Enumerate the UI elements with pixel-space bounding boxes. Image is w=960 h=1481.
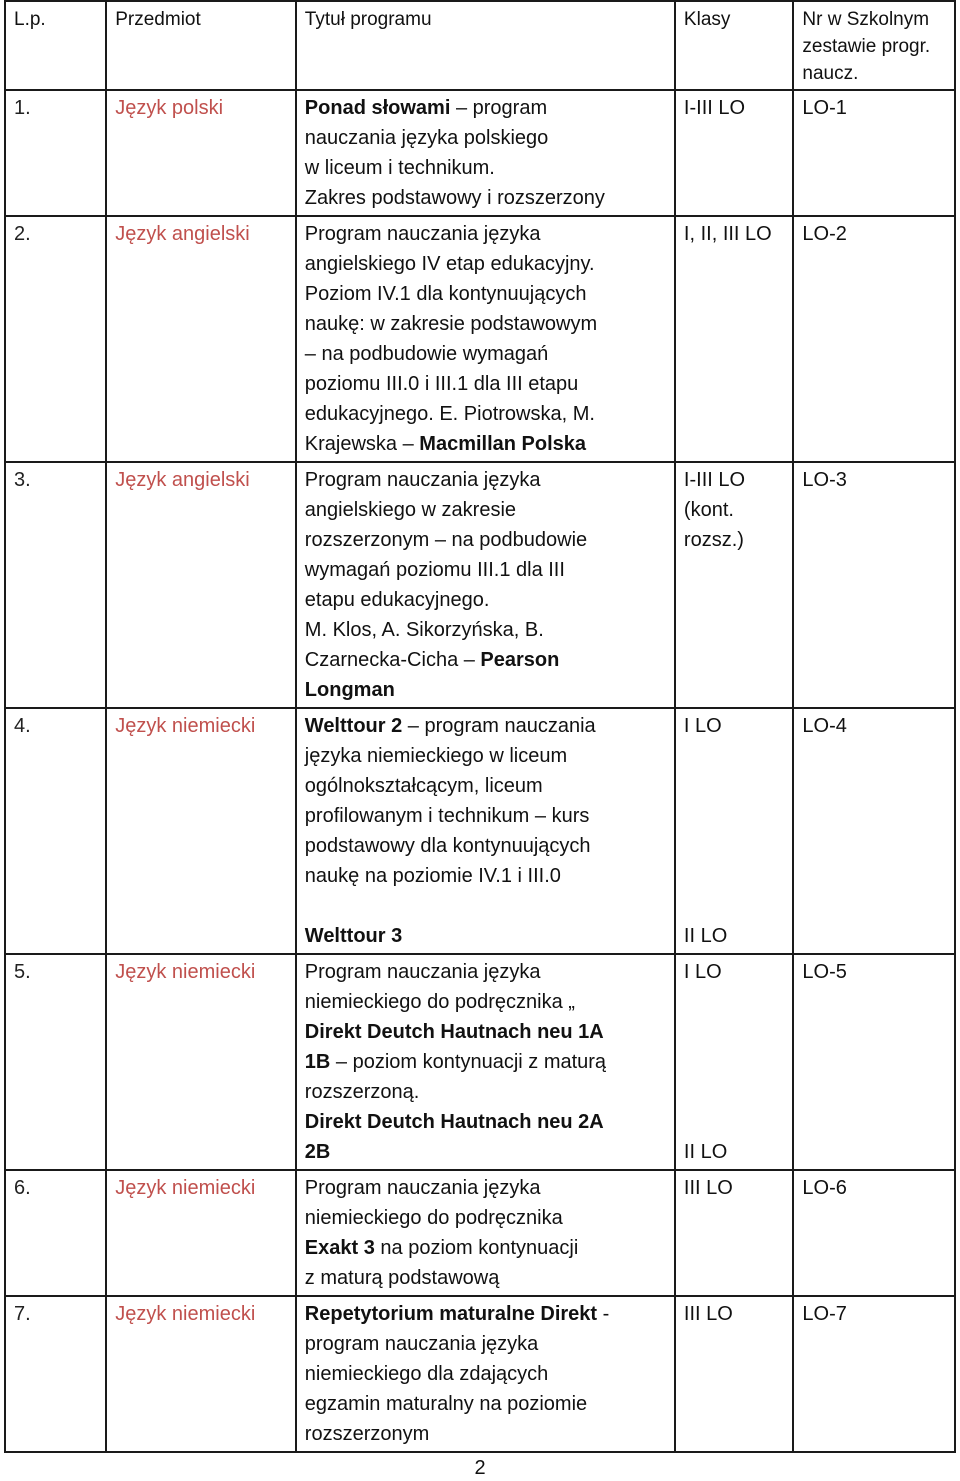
row-classes: [675, 708, 793, 954]
title-segment: – poziom kontynuacji z maturą: [330, 1051, 607, 1073]
row-subject: Język niemiecki: [106, 954, 296, 1170]
title-segment: nauczania języka polskiego: [304, 127, 549, 149]
row-classes: [675, 1296, 793, 1452]
classes-line: [684, 831, 786, 861]
title-segment: ogólnokształcącym, liceum: [304, 775, 543, 797]
title-segment: angielskiego IV etap edukacyjny.: [304, 253, 595, 275]
row-nr: LO-4: [793, 708, 955, 954]
title-segment: wymagań poziomu III.1 dla III: [304, 559, 565, 581]
classes-line: I LO: [683, 961, 722, 983]
title-line: [305, 183, 668, 213]
row-subject: Język niemiecki: [106, 1296, 296, 1452]
title-segment: niemieckiego do podręcznika: [304, 1207, 563, 1229]
title-segment: Program nauczania języka: [304, 961, 541, 983]
title-segment: rozszerzonym – na podbudowie: [304, 529, 588, 551]
title-line: [305, 93, 668, 123]
title-segment: poziomu III.0 i III.1 dla III etapu: [304, 373, 579, 395]
title-bold-segment: Repetytorium maturalne Direkt: [304, 1303, 598, 1325]
title-line: [305, 585, 668, 615]
title-line: [305, 399, 668, 429]
title-line: [305, 153, 668, 183]
title-line: [305, 1017, 668, 1047]
row-nr: LO-7: [793, 1296, 955, 1452]
title-line: [305, 1263, 668, 1293]
title-line: [305, 615, 668, 645]
title-bold-segment: 1B: [304, 1051, 331, 1073]
header-subject: Przedmiot: [106, 1, 296, 90]
row-classes: [675, 462, 793, 708]
classes-line: [684, 1107, 786, 1137]
title-line: [305, 495, 668, 525]
title-line: [305, 429, 668, 459]
title-line: [305, 1047, 668, 1077]
title-line: [305, 861, 668, 891]
row-subject: Język niemiecki: [106, 708, 296, 954]
title-segment: etapu edukacyjnego.: [304, 589, 490, 611]
title-line: [305, 801, 668, 831]
title-line: [305, 1137, 668, 1167]
title-segment: na poziom kontynuacji: [374, 1237, 579, 1259]
header-lp: L.p.: [5, 1, 106, 90]
title-segment: Krajewska –: [304, 433, 420, 455]
title-line: [305, 525, 668, 555]
classes-line: [684, 861, 786, 891]
row-program-title: [296, 216, 675, 462]
classes-line: III LO: [683, 1177, 733, 1199]
classes-line: [684, 801, 786, 831]
row-program-title: [296, 1296, 675, 1452]
title-line: [305, 1329, 668, 1359]
program-table: [4, 0, 956, 1453]
header-title: Tytuł programu: [296, 1, 675, 90]
table-body: [5, 90, 955, 1452]
title-line: [305, 741, 668, 771]
table-row: [5, 216, 955, 462]
row-nr: LO-6: [793, 1170, 955, 1296]
title-line: [305, 369, 668, 399]
title-line: [305, 957, 668, 987]
title-segment: podstawowy dla kontynuujących: [304, 835, 591, 857]
title-line: [305, 339, 668, 369]
title-segment: w liceum i technikum.: [304, 157, 495, 179]
title-bold-segment: Longman: [304, 679, 395, 701]
title-segment: profilowanym i technikum – kurs: [304, 805, 590, 827]
row-lp: 2.: [5, 216, 106, 462]
title-line: [305, 1077, 668, 1107]
classes-line: [684, 1017, 786, 1047]
title-line: [305, 123, 668, 153]
title-bold-segment: Welttour 2: [304, 715, 403, 737]
title-line: [305, 1107, 668, 1137]
title-line: [305, 987, 668, 1017]
row-nr: LO-2: [793, 216, 955, 462]
title-segment: rozszerzonym: [304, 1423, 430, 1445]
row-classes: [675, 1170, 793, 1296]
title-line: [305, 1359, 668, 1389]
title-line: [305, 675, 668, 705]
title-line: [305, 555, 668, 585]
classes-line: I LO: [683, 715, 722, 737]
title-bold-segment: Macmillan Polska: [419, 433, 587, 455]
title-bold-segment: Direkt Deutch Hautnach neu 2A: [304, 1111, 604, 1133]
title-segment: edukacyjnego. E. Piotrowska, M.: [304, 403, 595, 425]
title-segment: niemieckiego do podręcznika „: [304, 991, 575, 1013]
row-nr: LO-5: [793, 954, 955, 1170]
classes-line: [684, 1077, 786, 1107]
title-segment: niemieckiego dla zdających: [304, 1363, 549, 1385]
table-row: [5, 462, 955, 708]
title-line: [305, 465, 668, 495]
title-segment: z maturą podstawową: [304, 1267, 500, 1289]
classes-line: [684, 891, 786, 921]
title-line: [305, 771, 668, 801]
title-bold-segment: 2B: [304, 1141, 331, 1163]
title-line: [305, 831, 668, 861]
title-line: [305, 1389, 668, 1419]
row-program-title: [296, 708, 675, 954]
title-segment: angielskiego w zakresie: [304, 499, 517, 521]
classes-line: II LO: [683, 1141, 728, 1163]
classes-line: III LO: [683, 1303, 733, 1325]
table-row: [5, 708, 955, 954]
header-classes: Klasy: [675, 1, 793, 90]
title-line: [305, 1419, 668, 1449]
title-segment: Poziom IV.1 dla kontynuujących: [304, 283, 587, 305]
row-lp: 3.: [5, 462, 106, 708]
row-lp: 1.: [5, 90, 106, 216]
page-number: 2: [474, 1457, 486, 1479]
classes-line: I-III LO: [683, 469, 746, 491]
row-nr: LO-1: [793, 90, 955, 216]
classes-line: [684, 1047, 786, 1077]
title-bold-segment: Exakt 3: [304, 1237, 375, 1259]
row-lp: 4.: [5, 708, 106, 954]
classes-line: (kont.: [683, 499, 734, 521]
header-row: [5, 1, 955, 90]
title-line: [305, 1173, 668, 1203]
title-line: [305, 711, 668, 741]
row-lp: 6.: [5, 1170, 106, 1296]
title-line: [305, 279, 668, 309]
title-segment: naukę: w zakresie podstawowym: [304, 313, 598, 335]
table-row: [5, 1170, 955, 1296]
title-segment: naukę na poziomie IV.1 i III.0: [304, 865, 561, 887]
row-subject: Język angielski: [106, 216, 296, 462]
classes-line: [684, 987, 786, 1017]
title-segment: Czarnecka-Cicha –: [304, 649, 481, 671]
title-line: [305, 219, 668, 249]
row-lp: 7.: [5, 1296, 106, 1452]
title-segment: – program: [450, 97, 548, 119]
row-lp: 5.: [5, 954, 106, 1170]
table-row: [5, 1296, 955, 1452]
row-program-title: [296, 1170, 675, 1296]
title-segment: Program nauczania języka: [304, 223, 541, 245]
title-bold-segment: Direkt Deutch Hautnach neu 1A: [304, 1021, 604, 1043]
title-line: [305, 645, 668, 675]
title-line: [305, 891, 668, 921]
title-segment: – program nauczania: [402, 715, 596, 737]
header-nr: Nr w Szkolnym zestawie progr. naucz.: [793, 1, 955, 90]
title-segment: Program nauczania języka: [304, 1177, 541, 1199]
title-segment: rozszerzoną.: [304, 1081, 420, 1103]
row-subject: Język angielski: [106, 462, 296, 708]
classes-line: I-III LO: [683, 97, 746, 119]
row-nr: LO-3: [793, 462, 955, 708]
title-bold-segment: Pearson: [480, 649, 560, 671]
row-program-title: [296, 954, 675, 1170]
title-bold-segment: Welttour 3: [304, 925, 403, 947]
row-program-title: [296, 90, 675, 216]
title-line: [305, 1203, 668, 1233]
title-line: [305, 921, 668, 951]
classes-line: [684, 771, 786, 801]
row-subject: Język niemiecki: [106, 1170, 296, 1296]
classes-line: I, II, III LO: [683, 223, 772, 245]
title-segment: Zakres podstawowy i rozszerzony: [304, 187, 605, 209]
table-row: [5, 90, 955, 216]
title-line: [305, 1233, 668, 1263]
title-segment: – na podbudowie wymagań: [304, 343, 549, 365]
title-segment: języka niemieckiego w liceum: [304, 745, 568, 767]
title-segment: egzamin maturalny na poziomie: [304, 1393, 588, 1415]
title-segment: -: [597, 1303, 610, 1325]
row-classes: [675, 90, 793, 216]
title-segment: program nauczania języka: [304, 1333, 539, 1355]
table-row: [5, 954, 955, 1170]
title-bold-segment: Ponad słowami: [304, 97, 451, 119]
classes-line: II LO: [683, 925, 728, 947]
row-program-title: [296, 462, 675, 708]
row-classes: [675, 216, 793, 462]
classes-line: [684, 741, 786, 771]
title-line: [305, 249, 668, 279]
title-segment: M. Klos, A. Sikorzyńska, B.: [304, 619, 544, 641]
classes-line: rozsz.): [683, 529, 744, 551]
title-line: [305, 1299, 668, 1329]
title-segment: Program nauczania języka: [304, 469, 541, 491]
title-line: [305, 309, 668, 339]
row-subject: Język polski: [106, 90, 296, 216]
row-classes: [675, 954, 793, 1170]
